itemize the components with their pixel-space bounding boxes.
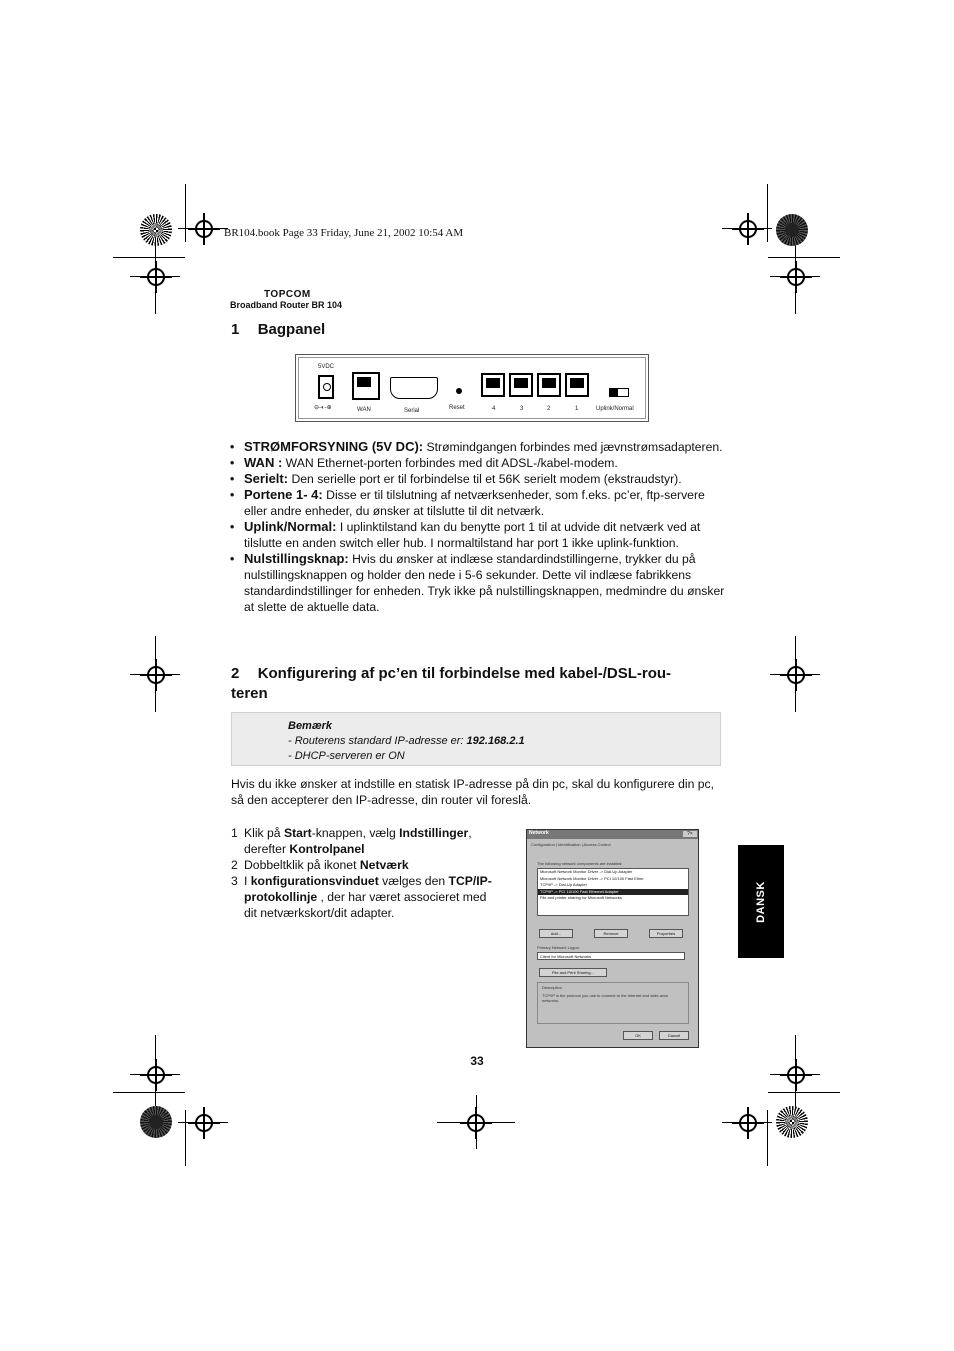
remove-button[interactable]: Remove bbox=[594, 929, 628, 938]
star-target-icon bbox=[776, 1106, 808, 1138]
port-2-label: 2 bbox=[547, 406, 551, 412]
star-target-icon bbox=[776, 214, 808, 246]
brand-logo: TOPCOM bbox=[264, 289, 311, 300]
section-title-line2: teren bbox=[231, 685, 268, 702]
note-box bbox=[231, 712, 721, 766]
list-item[interactable]: Microsoft Network Monitor Driver -> Dial-Up Adapter bbox=[540, 869, 633, 874]
step-bold: Netværk bbox=[359, 858, 409, 872]
product-name: Broadband Router BR 104 bbox=[230, 300, 343, 310]
step-text: Klik på bbox=[244, 826, 284, 840]
term: WAN : bbox=[244, 455, 283, 470]
note-line-dhcp: - DHCP-serveren er ON bbox=[288, 750, 405, 762]
step-text: -knappen, vælg bbox=[311, 826, 400, 840]
list-item bbox=[230, 487, 725, 519]
router-back-panel bbox=[295, 354, 649, 422]
registration-mark-icon bbox=[195, 1114, 213, 1132]
reset-label: Reset bbox=[449, 405, 465, 411]
note-ip-prefix: - Routerens standard IP-adresse er: bbox=[288, 735, 467, 747]
section-title: Bagpanel bbox=[257, 321, 326, 338]
registration-mark-icon bbox=[787, 1066, 805, 1084]
step-bold: Start bbox=[283, 826, 312, 840]
step-bold: TCP/IP-protokollinje bbox=[244, 874, 492, 904]
properties-button[interactable]: Properties bbox=[649, 929, 683, 938]
step-2 bbox=[231, 857, 496, 873]
cancel-button[interactable]: Cancel bbox=[659, 1031, 689, 1040]
components-list[interactable] bbox=[537, 868, 689, 916]
dialog-titlebar bbox=[527, 830, 698, 839]
ok-button[interactable]: OK bbox=[623, 1031, 653, 1040]
note-ip-value: 192.168.2.1 bbox=[466, 735, 525, 747]
page-number: 33 bbox=[470, 1054, 484, 1068]
file-print-sharing-button[interactable]: File and Print Sharing... bbox=[539, 968, 607, 977]
feature-list bbox=[230, 439, 725, 615]
description-text: TCP/IP is the protocol you use to connect to the Internet and wide-area networks. bbox=[542, 993, 668, 1003]
registration-mark-icon bbox=[739, 1114, 757, 1132]
step-bold: Indstillinger bbox=[399, 826, 469, 840]
lan-port-4-icon bbox=[481, 373, 505, 397]
uplink-switch-icon bbox=[609, 388, 629, 397]
network-dialog-screenshot bbox=[526, 829, 699, 1048]
port-1-label: 1 bbox=[575, 406, 579, 412]
description: I uplinktilstand kan du benytte port 1 til at udvide dit netværk ved at tilslutte en anden switch eller hub. I normaltilstand har port 1 ikke uplink-funktion. bbox=[244, 520, 701, 550]
registration-mark-icon bbox=[147, 666, 165, 684]
registration-mark-icon bbox=[147, 1066, 165, 1084]
step-3 bbox=[231, 873, 496, 921]
uplink-label: Uplink/Normal bbox=[596, 406, 634, 412]
step-number: 1 bbox=[231, 826, 238, 840]
step-text: Dobbeltklik på ikonet bbox=[244, 858, 360, 872]
port-4-label: 4 bbox=[492, 406, 496, 412]
description: Hvis du ønsker at indlæse standardindstillingerne, trykker du på nulstillingsknappen og holder den nede i 5-6 sekunder. Dette vil indlæse fabrikkens standardindstillinger for enheden. Tryk ikke på nulstillingsknappen, medmindre du ønsker at slette de aktuelle data. bbox=[244, 552, 725, 614]
registration-mark-icon bbox=[787, 666, 805, 684]
description: Disse er til tilslutning af netværksenheder, som f.eks. pc’er, ftp-servere eller andre enheder, du ønsker at tilslutte til dit netværk. bbox=[244, 488, 705, 518]
dialog-title: Network bbox=[529, 830, 549, 836]
list-item bbox=[230, 519, 725, 551]
wan-port-icon bbox=[352, 372, 380, 400]
step-text: , der har været associeret med dit netværkskort/dit adapter. bbox=[244, 890, 487, 920]
power-jack-icon bbox=[318, 375, 334, 399]
serial-port-icon bbox=[390, 377, 438, 399]
registration-mark-icon bbox=[739, 220, 757, 238]
star-target-icon bbox=[140, 214, 172, 246]
list-item[interactable]: Microsoft Network Monitor Driver -> PCI 10/100 Fast Ether bbox=[540, 875, 644, 881]
logon-label: Primary Network Logon: bbox=[537, 945, 580, 950]
serial-label: Serial bbox=[404, 408, 420, 414]
list-item-selected[interactable]: TCP/IP -> PCI 10/100 Fast Ethernet Adapter bbox=[538, 889, 688, 896]
lan-port-2-icon bbox=[537, 373, 561, 397]
step-bold: konfigurationsvinduet bbox=[250, 874, 379, 888]
registration-mark-icon bbox=[195, 220, 213, 238]
section1-heading bbox=[231, 321, 325, 338]
step-text: I bbox=[244, 874, 251, 888]
list-item[interactable]: File and printer sharing for Microsoft Networks bbox=[540, 895, 622, 901]
term: STRØMFORSYNING (5V DC): bbox=[244, 439, 424, 454]
note-heading: Bemærk bbox=[288, 720, 333, 732]
reset-button-icon bbox=[456, 388, 462, 394]
list-item bbox=[230, 439, 725, 455]
section-title-line1: Konfigurering af pc’en til forbindelse med kabel-/DSL-rou- bbox=[257, 665, 672, 682]
logon-select[interactable]: Client for Microsoft Networks bbox=[537, 952, 685, 960]
intro-paragraph: Hvis du ikke ønsker at indstille en statisk IP-adresse på din pc, skal du konfigurere din pc, så den accepterer den IP-adresse, din router vil foreslå. bbox=[231, 777, 714, 807]
close-icon[interactable]: ?× bbox=[683, 831, 697, 837]
language-tab bbox=[738, 845, 784, 958]
registration-mark-icon bbox=[147, 268, 165, 286]
step-1 bbox=[231, 825, 496, 857]
term: Nulstillingsknap: bbox=[244, 551, 349, 566]
list-item bbox=[230, 471, 725, 487]
description: WAN Ethernet-porten forbindes med dit ADSL-/kabel-modem. bbox=[282, 456, 618, 470]
step-text: vælges den bbox=[378, 874, 449, 888]
description: Strømindgangen forbindes med jævnstrømsadapteren. bbox=[423, 440, 723, 454]
list-item bbox=[230, 455, 725, 471]
dialog-tabs[interactable]: Configuration | Identification | Access Control bbox=[531, 842, 611, 847]
add-button[interactable]: Add... bbox=[539, 929, 573, 938]
section-number: 1 bbox=[231, 321, 240, 338]
registration-mark-icon bbox=[787, 268, 805, 286]
power-label: 5VDC bbox=[318, 364, 335, 370]
step-bold: Kontrolpanel bbox=[289, 842, 365, 856]
lan-port-3-icon bbox=[509, 373, 533, 397]
registration-mark-icon bbox=[467, 1114, 485, 1132]
step-number: 2 bbox=[231, 858, 238, 872]
description-group bbox=[537, 982, 689, 1024]
print-header: BR104.book Page 33 Friday, June 21, 2002 10:54 AM bbox=[224, 227, 464, 239]
list-item[interactable]: TCP/IP -> Dial-Up Adapter bbox=[540, 882, 587, 888]
term: Uplink/Normal: bbox=[244, 519, 337, 534]
wan-label: WAN bbox=[357, 407, 371, 413]
note-line-ip bbox=[288, 734, 525, 749]
language-label: DANSK bbox=[755, 880, 767, 923]
description: Den serielle port er til forbindelse til et 56K serielt modem (ekstraudstyr). bbox=[288, 472, 682, 486]
list-item bbox=[230, 551, 725, 615]
step-text: , derefter bbox=[244, 826, 472, 856]
steps-list bbox=[231, 825, 496, 921]
step-number: 3 bbox=[231, 874, 238, 888]
section-number: 2 bbox=[231, 665, 240, 682]
term: Serielt: bbox=[244, 471, 289, 486]
term: Portene 1- 4: bbox=[244, 487, 323, 502]
description-label: Description bbox=[542, 985, 563, 990]
port-3-label: 3 bbox=[520, 406, 524, 412]
section2-heading bbox=[231, 664, 721, 704]
lan-port-1-icon bbox=[565, 373, 589, 397]
star-target-icon bbox=[140, 1106, 172, 1138]
list-caption: The following network components are installed: bbox=[537, 861, 623, 866]
polarity-icon: ⊖-◐-⊕ bbox=[314, 405, 332, 411]
